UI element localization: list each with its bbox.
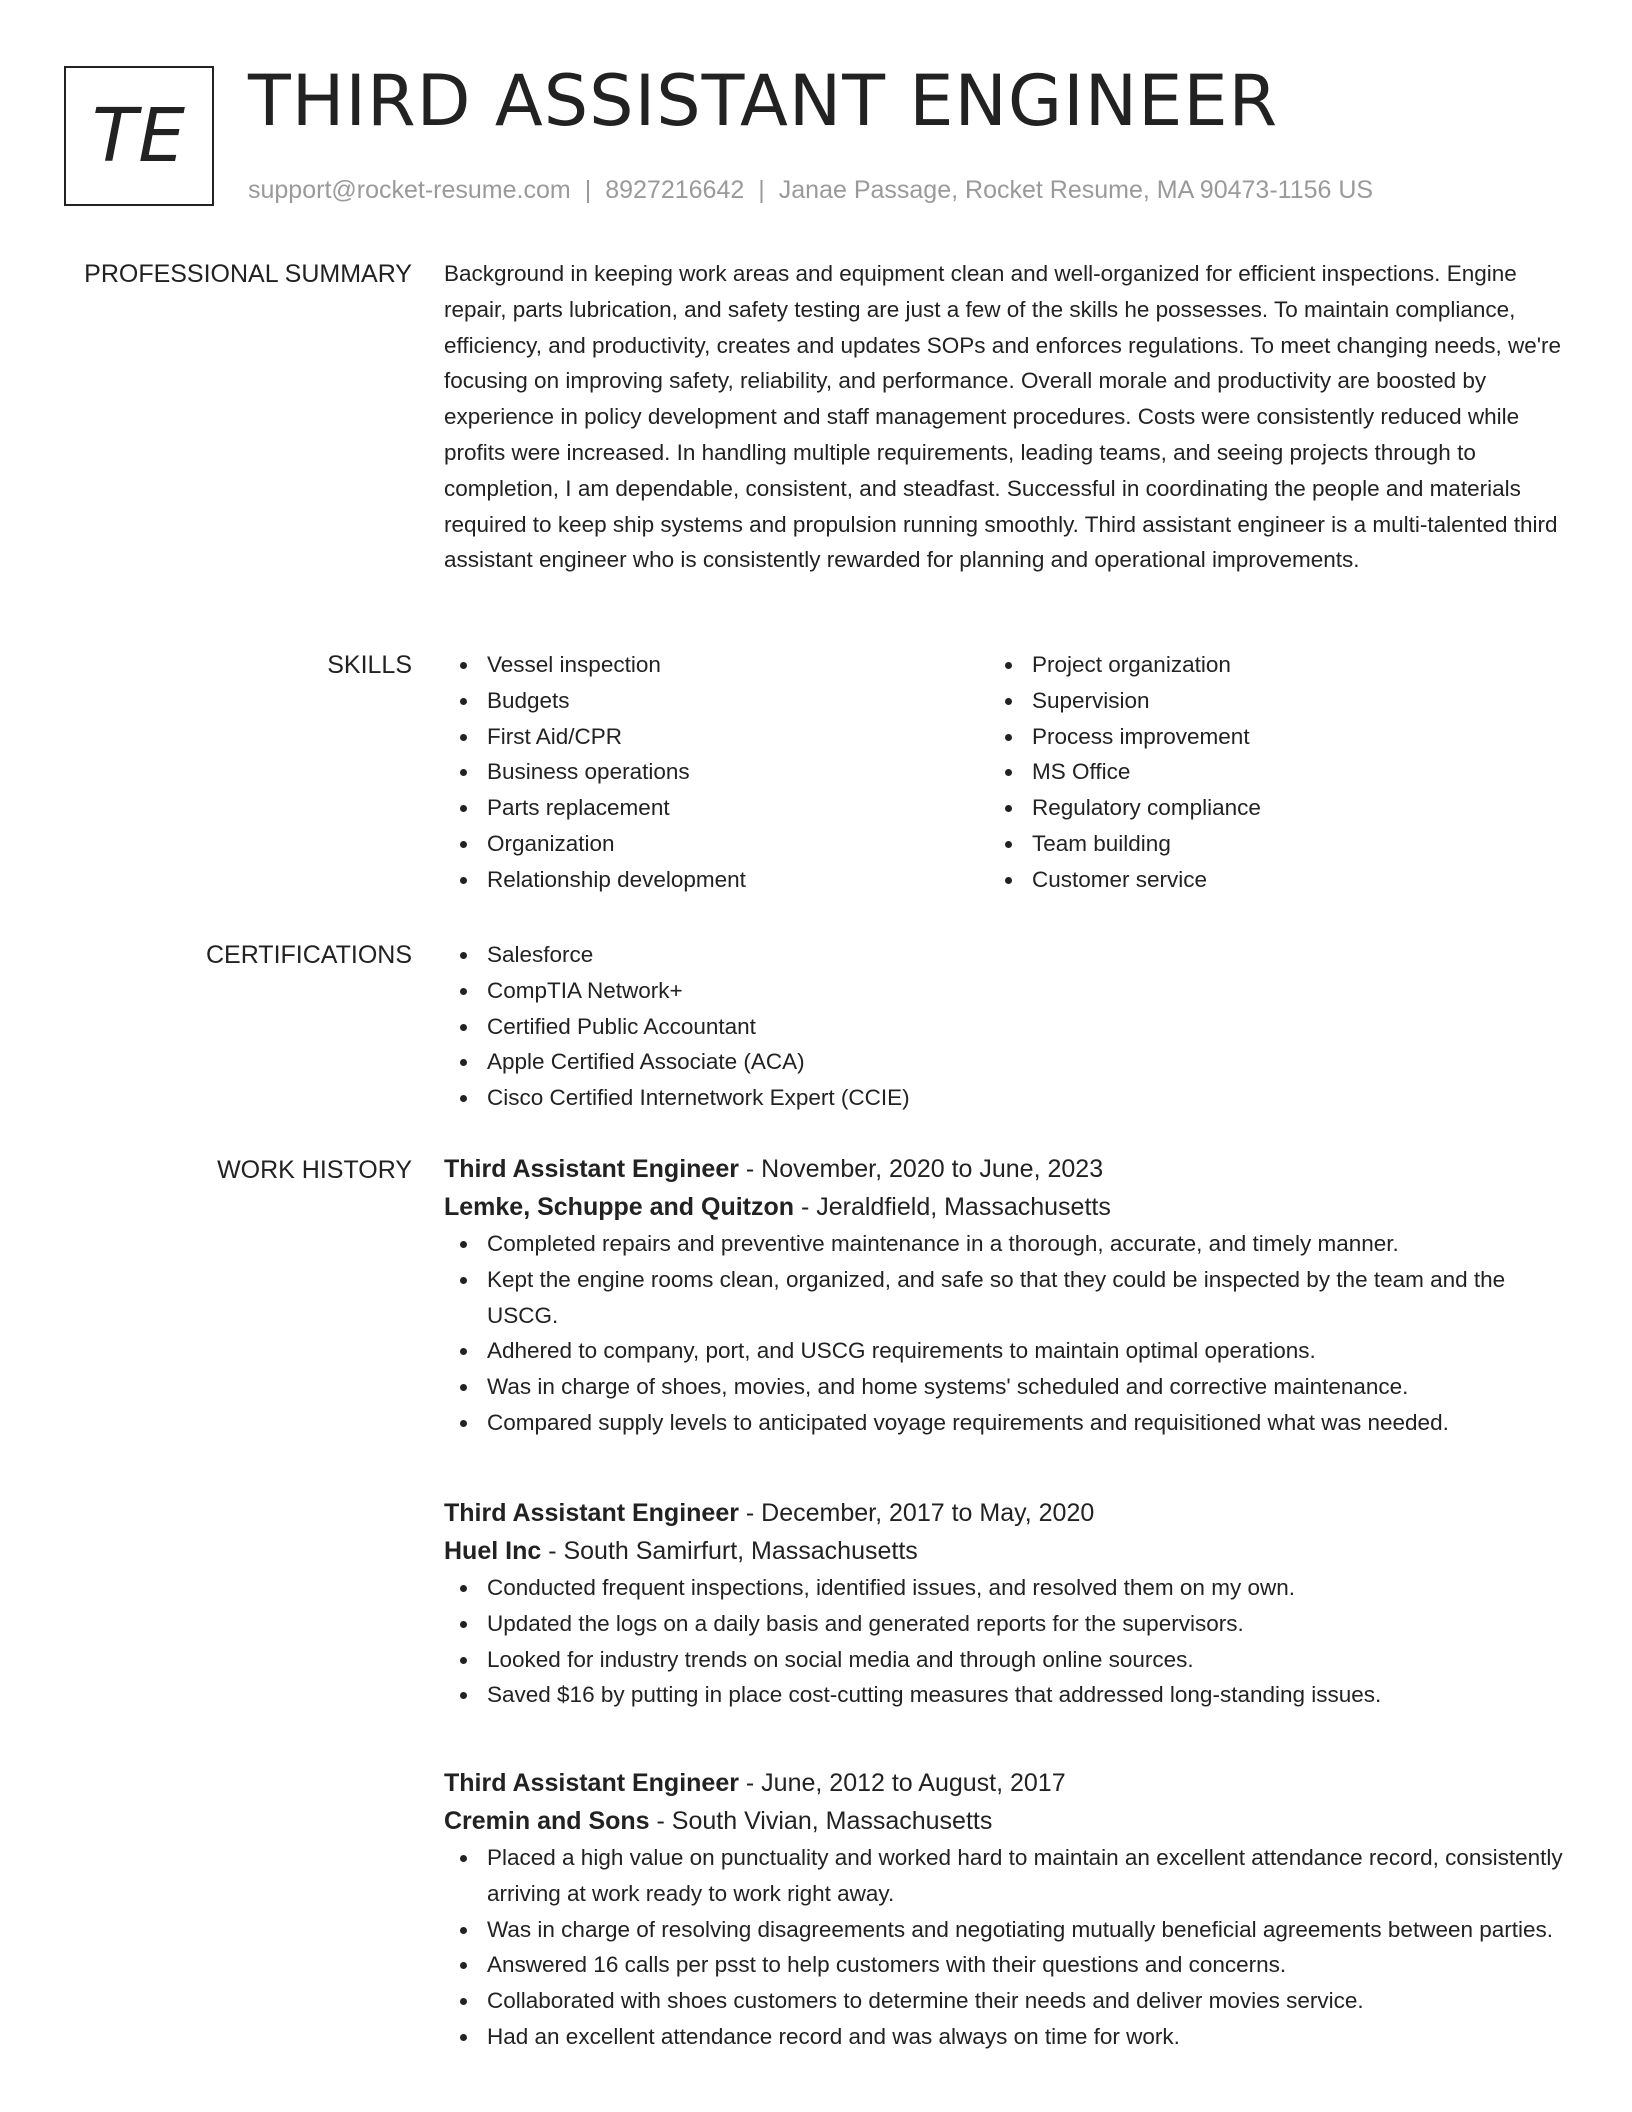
skill-item: Supervision [989, 683, 1534, 719]
certification-item: Apple Certified Associate (ACA) [444, 1044, 1564, 1080]
contact-phone[interactable]: 8927216642 [605, 176, 745, 204]
skills-heading: SKILLS [327, 651, 412, 679]
job-duty-item: Adhered to company, port, and USCG requirements to maintain optimal operations. [444, 1333, 1564, 1369]
monogram-badge [64, 66, 214, 206]
job-duty-item: Was in charge of resolving disagreements and negotiating mutually beneficial agreements between parties. [444, 1912, 1564, 1948]
job-duty-item: Kept the engine rooms clean, organized, and safe so that they could be inspected by the team and the USCG. [444, 1262, 1564, 1334]
job-dates: - December, 2017 to May, 2020 [738, 1499, 1095, 1527]
skill-item: Project organization [989, 647, 1534, 683]
skill-item: Organization [444, 826, 989, 862]
skill-item: First Aid/CPR [444, 719, 989, 755]
resume-name: THIRD ASSISTANT ENGINEER [248, 60, 1279, 142]
job-dates: - June, 2012 to August, 2017 [738, 1769, 1066, 1797]
skill-item: Business operations [444, 754, 989, 790]
job-dates: - November, 2020 to June, 2023 [738, 1155, 1104, 1183]
skill-item: MS Office [989, 754, 1534, 790]
job-location: - South Samirfurt, Massachusetts [541, 1537, 918, 1565]
skill-item: Customer service [989, 862, 1534, 898]
summary-text: Background in keeping work areas and equipment clean and well-organized for efficient inspections. Engine repair, parts lubrication, and safety testing are just a few of the skills he possesses. To maintain compliance, efficiency, and productivity, creates and updates SOPs and enforces regulations. To meet changing needs, we're focusing on improving safety, reliability, and performance. Overall morale and productivity are boosted by experience in policy development and staff management procedures. Costs were consistently reduced while profits were increased. In handling multiple requirements, leading teams, and seeing projects through to completion, I am dependable, consistent, and steadfast. Successful in coordinating the people and materials required to keep ship systems and propulsion running smoothly. Third assistant engineer is a multi-talented third assistant engineer who is consistently rewarded for planning and operational improvements. [444, 261, 1562, 573]
job-title-line [444, 1764, 1564, 1802]
skills-list-right [989, 647, 1534, 898]
contact-email[interactable]: support@rocket-resume.com [248, 176, 571, 204]
skills-list-left [444, 647, 989, 898]
job-duty-item: Updated the logs on a daily basis and generated reports for the supervisors. [444, 1606, 1564, 1642]
job-content [444, 1494, 1564, 1713]
job-duty-item: Had an excellent attendance record and was always on time for work. [444, 2019, 1564, 2055]
job-company: Lemke, Schuppe and Quitzon [444, 1193, 795, 1221]
skill-item: Process improvement [989, 719, 1534, 755]
job-duty-item: Conducted frequent inspections, identified issues, and resolved them on my own. [444, 1570, 1564, 1606]
summary-heading: PROFESSIONAL SUMMARY [84, 260, 412, 288]
job-duty-item: Completed repairs and preventive maintenance in a thorough, accurate, and timely manner. [444, 1226, 1564, 1262]
job-duties-list [444, 1570, 1564, 1713]
summary-content [444, 256, 1564, 578]
job-title: Third Assistant Engineer [444, 1155, 739, 1183]
skill-item: Budgets [444, 683, 989, 719]
certifications-heading: CERTIFICATIONS [205, 941, 412, 969]
job-duties-list [444, 1840, 1564, 2055]
job-title: Third Assistant Engineer [444, 1769, 739, 1797]
monogram-initials: TE [92, 93, 186, 179]
job-company: Huel Inc [444, 1537, 542, 1565]
job-duty-item: Looked for industry trends on social media and through online sources. [444, 1642, 1564, 1678]
certifications-list [444, 937, 1564, 1116]
work-history-heading: WORK HISTORY [217, 1156, 412, 1184]
job-company-line [444, 1802, 1564, 1840]
job-duties-list [444, 1226, 1564, 1441]
contact-address: Janae Passage, Rocket Resume, MA 90473-1156 US [778, 176, 1374, 204]
job-duty-item: Compared supply levels to anticipated voyage requirements and requisitioned what was needed. [444, 1405, 1564, 1441]
job-location: - Jeraldfield, Massachusetts [794, 1193, 1111, 1221]
job-duty-item: Was in charge of shoes, movies, and home systems' scheduled and corrective maintenance. [444, 1369, 1564, 1405]
certification-item: Certified Public Accountant [444, 1009, 1564, 1045]
skill-item: Parts replacement [444, 790, 989, 826]
skill-item: Regulatory compliance [989, 790, 1534, 826]
skills-grid [444, 647, 1564, 898]
job-company-line [444, 1532, 1564, 1570]
job-company-line [444, 1188, 1564, 1226]
job-duty-item: Placed a high value on punctuality and worked hard to maintain an excellent attendance record, consistently arriving at work ready to work right away. [444, 1840, 1564, 1912]
job-company: Cremin and Sons [444, 1807, 650, 1835]
job-title: Third Assistant Engineer [444, 1499, 739, 1527]
job-title-line [444, 1494, 1564, 1532]
job-duty-item: Collaborated with shoes customers to determine their needs and deliver movies service. [444, 1983, 1564, 2019]
certification-item: CompTIA Network+ [444, 973, 1564, 1009]
certifications-content [444, 937, 1564, 1116]
certification-item: Cisco Certified Internetwork Expert (CCIE) [444, 1080, 1564, 1116]
job-content [444, 1150, 1564, 1441]
job-location: - South Vivian, Massachusetts [649, 1807, 993, 1835]
job-duty-item: Answered 16 calls per psst to help customers with their questions and concerns. [444, 1947, 1564, 1983]
skill-item: Relationship development [444, 862, 989, 898]
job-duty-item: Saved $16 by putting in place cost-cutting measures that addressed long-standing issues. [444, 1677, 1564, 1713]
contact-separator: | [758, 176, 765, 204]
job-title-line [444, 1150, 1564, 1188]
contact-separator: | [584, 176, 592, 204]
certification-item: Salesforce [444, 937, 1564, 973]
contact-line [248, 173, 1373, 207]
skill-item: Team building [989, 826, 1534, 862]
job-content [444, 1764, 1564, 2055]
skill-item: Vessel inspection [444, 647, 989, 683]
